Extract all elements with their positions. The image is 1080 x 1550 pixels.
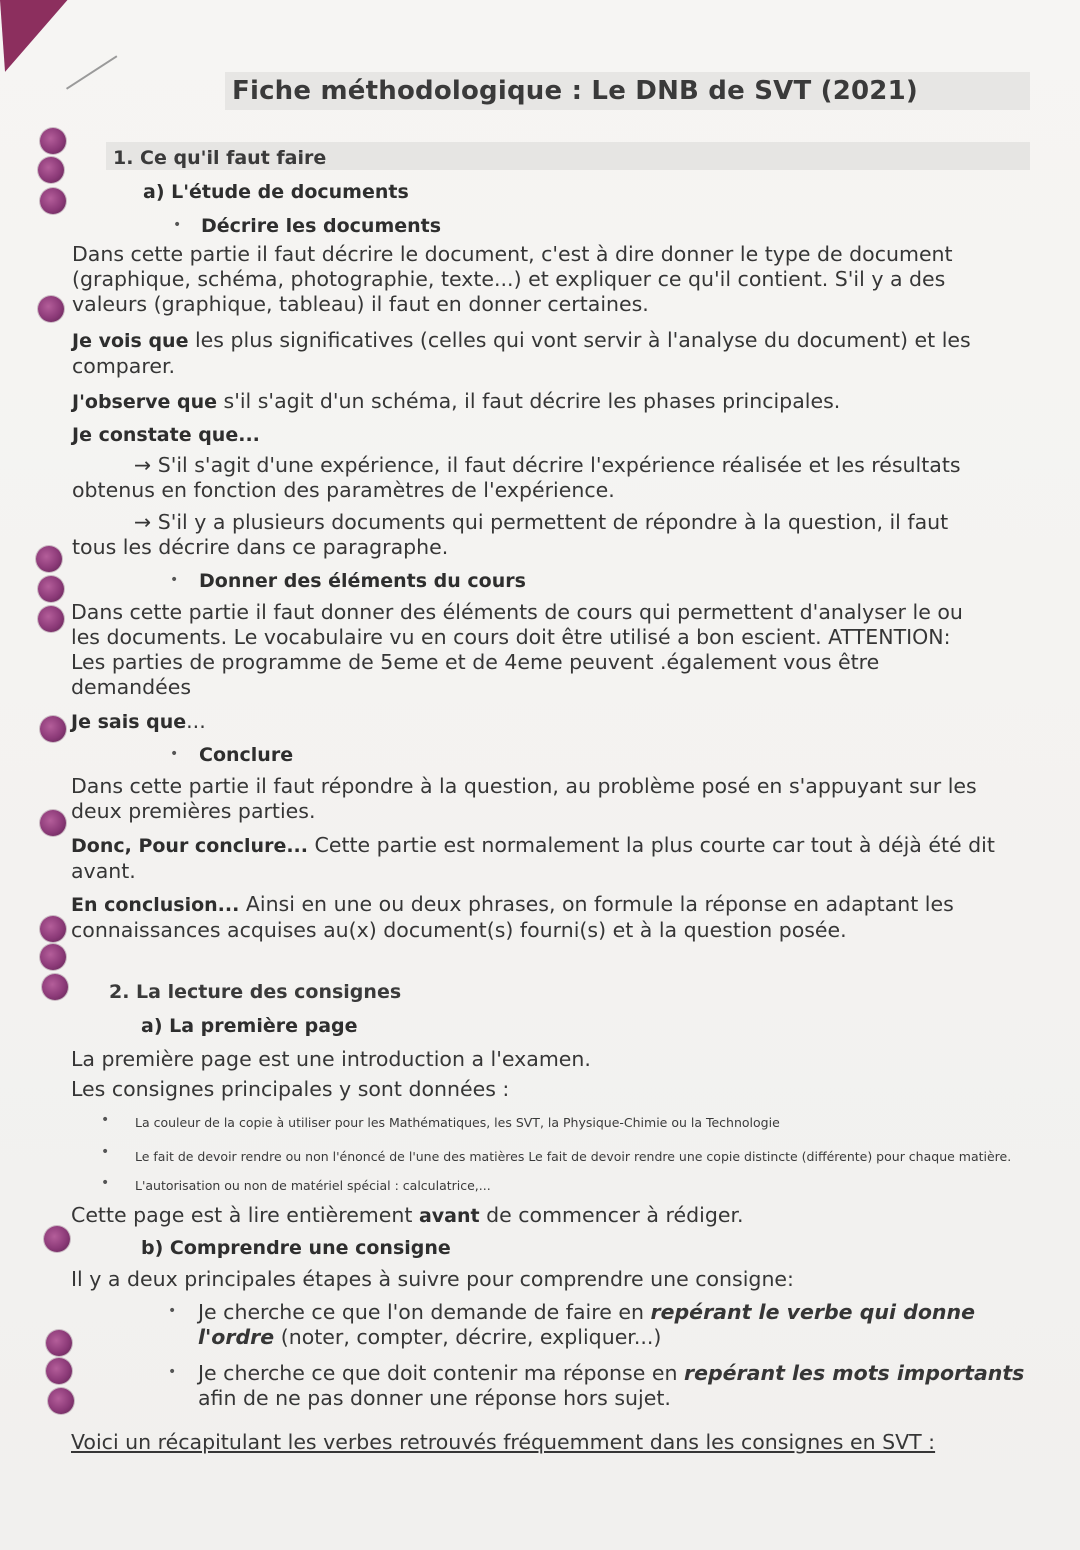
section2-heading: 2. La lecture des consignes (109, 981, 402, 1003)
bold-italic-ordre: l'ordre (198, 1325, 275, 1349)
punch-hole (40, 128, 66, 154)
text-line: Dans cette partie il faut donner des éléments de cours qui permettent d'analyser le ou (71, 600, 963, 624)
section1-heading: 1. Ce qu'il faut faire (113, 147, 327, 169)
paragraph-premiere-page (71, 1044, 1031, 1104)
bullet-dot: • (101, 1175, 110, 1191)
punch-hole (42, 974, 68, 1000)
paragraph-je-sais (71, 709, 206, 735)
bullet-dot: • (101, 1112, 110, 1128)
punch-hole (40, 716, 66, 742)
section2-sub-a: a) La première page (141, 1015, 358, 1037)
paragraph-cours (71, 600, 1031, 700)
corner-ink-mark (0, 0, 77, 72)
paragraph-steps-intro: Il y a deux principales étapes à suivre pour comprendre une consigne: (71, 1267, 794, 1291)
paragraph-donc (71, 833, 1031, 884)
paragraph-j-observe (72, 389, 1032, 415)
punch-hole (46, 1358, 72, 1384)
text-line: (noter, compter, décrire, expliquer...) (274, 1325, 662, 1349)
section2-sub-b: b) Comprendre une consigne (141, 1237, 451, 1259)
text-line: avant. (71, 859, 136, 883)
text-line: de commencer à rédiger. (479, 1203, 744, 1227)
punch-hole (38, 606, 64, 632)
text-line: La première page est une introduction a l'examen. (71, 1047, 591, 1071)
bullet-dot: • (168, 1364, 177, 1380)
text-line: Cette page est à lire entièrement (71, 1203, 419, 1227)
text-line: Dans cette partie il faut répondre à la question, au problème posé en s'appuyant sur les (71, 774, 977, 798)
paragraph-arrow-1 (72, 453, 1032, 503)
bullet-dot: • (170, 746, 179, 762)
punch-hole (38, 157, 64, 183)
bullet-dot: • (168, 1303, 177, 1319)
lead-je-sais: Je sais que (71, 711, 187, 733)
punch-hole (48, 1388, 74, 1414)
text-line: les plus significatives (celles qui vont servir à l'analyse du document) et les (188, 328, 971, 352)
punch-hole (44, 1226, 70, 1252)
paragraph-arrow-2 (72, 510, 1032, 560)
punch-hole (40, 944, 66, 970)
text-line: les documents. Le vocabulaire vu en cours doit être utilisé a bon escient. ATTENTION: (71, 625, 951, 649)
bullet-dot: • (170, 572, 179, 588)
bullet-conclure: Conclure (199, 744, 294, 766)
text-line: deux premières parties. (71, 799, 316, 823)
small-item: Le fait de devoir rendre ou non l'énoncé de l'une des matières Le fait de devoir rendre une copie distincte (différente) pour chaque matière. (135, 1149, 1012, 1164)
text-line: s'il s'agit d'un schéma, il faut décrire les phases principales. (217, 389, 841, 413)
text-line: Je cherche ce que l'on demande de faire en (198, 1300, 651, 1324)
text-line: → S'il s'agit d'une expérience, il faut décrire l'expérience réalisée et les résultats (134, 453, 961, 477)
text-line: valeurs (graphique, tableau) il faut en donner certaines. (72, 292, 649, 316)
punch-hole (40, 188, 66, 214)
lead-j-observe: J'observe que (72, 391, 218, 413)
bullet-dot: • (101, 1144, 110, 1160)
text-line: connaissances acquises au(x) document(s) fourni(s) et à la question posée. (71, 918, 847, 942)
text-line: Dans cette partie il faut décrire le document, c'est à dire donner le type de document (72, 242, 953, 266)
text-line: Je cherche ce que doit contenir ma réponse en (198, 1361, 684, 1385)
bold-italic-mots: repérant les mots importants (683, 1361, 1025, 1385)
text-line: demandées (71, 675, 192, 699)
punch-hole (38, 296, 64, 322)
text-line: Les consignes principales y sont données : (71, 1077, 510, 1101)
punch-hole (36, 546, 62, 572)
bold-italic-verbe: repérant le verbe qui donne (650, 1300, 975, 1324)
paragraph-describe (72, 242, 1032, 317)
punch-hole (40, 810, 66, 836)
lead-donc: Donc, Pour conclure... (71, 835, 308, 857)
punch-hole (40, 916, 66, 942)
paragraph-je-vois (72, 328, 1032, 379)
bullet-describe-docs: Décrire les documents (201, 215, 442, 237)
bullet-dot: • (173, 217, 182, 233)
bullet-cours: Donner des éléments du cours (199, 570, 526, 592)
page-title: Fiche méthodologique : Le DNB de SVT (2021) (232, 76, 918, 106)
paragraph-conclure (71, 774, 1031, 824)
text-line: obtenus en fonction des paramètres de l'expérience. (72, 478, 615, 502)
text-line: ... (186, 709, 206, 733)
step-1 (198, 1300, 1018, 1350)
bold-avant: avant (418, 1205, 480, 1227)
small-item: La couleur de la copie à utiliser pour les Mathématiques, les SVT, la Physique-Chimie ou la Technologie (135, 1115, 780, 1130)
text-line: → S'il y a plusieurs documents qui permettent de répondre à la question, il faut (134, 510, 949, 534)
paragraph-read-before (71, 1203, 744, 1229)
lead-je-vois: Je vois que (72, 330, 189, 352)
lead-en-conclusion: En conclusion... (71, 894, 240, 916)
text-line: afin de ne pas donner une réponse hors sujet. (198, 1386, 671, 1410)
small-item: L'autorisation ou non de matériel spécial : calculatrice,... (135, 1178, 491, 1193)
section1-sub-a: a) L'étude de documents (143, 181, 409, 203)
step-2 (198, 1361, 1028, 1411)
recap-heading: Voici un récapitulant les verbes retrouvés fréquemment dans les consignes en SVT : (71, 1430, 936, 1454)
text-line: Cette partie est normalement la plus courte car tout à déjà été dit (308, 833, 995, 857)
text-line: Les parties de programme de 5eme et de 4eme peuvent .également vous être (71, 650, 880, 674)
text-line: comparer. (72, 354, 176, 378)
text-line: (graphique, schéma, photographie, texte...) et expliquer ce qu'il contient. S'il y a des (72, 267, 946, 291)
punch-hole (38, 576, 64, 602)
punch-hole (46, 1330, 72, 1356)
text-line: Ainsi en une ou deux phrases, on formule la réponse en adaptant les (239, 892, 954, 916)
lead-je-constate: Je constate que... (72, 424, 260, 446)
text-line: tous les décrire dans ce paragraphe. (72, 535, 449, 559)
paragraph-en-conclusion (71, 892, 1031, 943)
